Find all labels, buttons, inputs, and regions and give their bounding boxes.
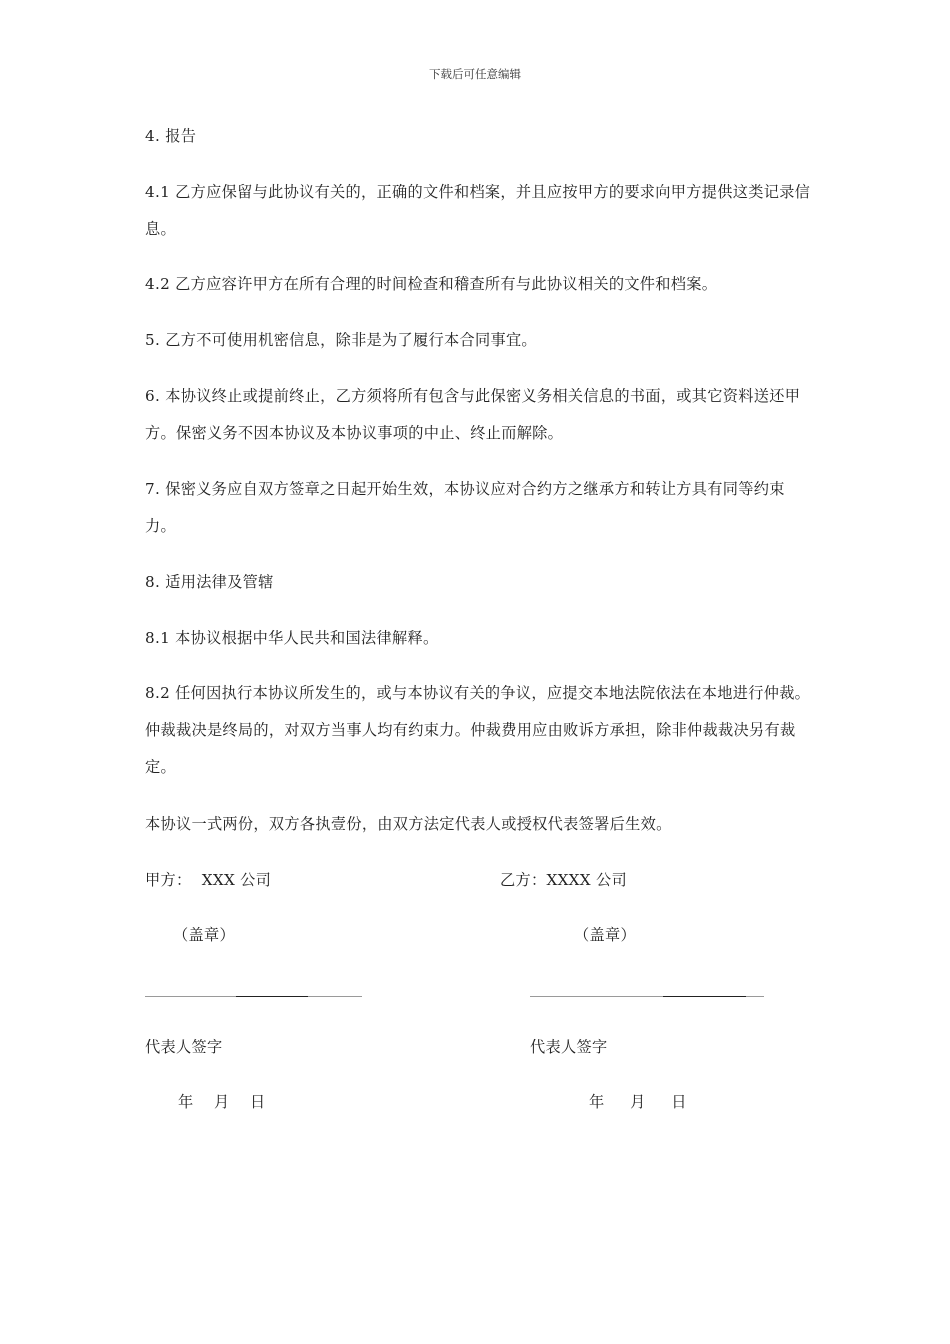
party-b-seal: （盖章） (574, 926, 636, 944)
party-b-representative: 代表人签字 (530, 1038, 608, 1056)
clause-8-1: 8.1 本协议根据中华人民共和国法律解释。 (145, 629, 439, 647)
clause-4-1: 4.1 乙方应保留与此协议有关的，正确的文件和档案，并且应按甲方的要求向甲方提供这类记录信息。 (145, 183, 811, 238)
party-a-seal: （盖章） (173, 926, 235, 944)
clause-4-2: 4.2 乙方应容许甲方在所有合理的时间检查和稽查所有与此协议相关的文件和档案。 (145, 275, 718, 293)
clause-8-2: 8.2 任何因执行本协议所发生的，或与本协议有关的争议，应提交本地法院依法在本地进行仲裁。仲裁裁决是终局的，对双方当事人均有约束力。仲裁费用应由败诉方承担，除非仲裁裁决另有裁定。 (145, 684, 811, 776)
party-a-label: 甲方： XXX 公司 (145, 871, 272, 889)
party-a-date: 年 月 日 (178, 1093, 266, 1111)
section-4-heading: 4. 报告 (145, 127, 197, 145)
section-8-heading: 8. 适用法律及管辖 (145, 573, 274, 591)
page-header: 下载后可任意编辑 (429, 67, 521, 81)
clause-6: 6. 本协议终止或提前终止，乙方须将所有包含与此保密义务相关信息的书面，或其它资料送还甲方。保密义务不因本协议及本协议事项的中止、终止而解除。 (145, 387, 801, 442)
effectiveness-statement: 本协议一式两份，双方各执壹份，由双方法定代表人或授权代表签署后生效。 (145, 815, 672, 833)
party-b-label: 乙方：XXXX 公司 (500, 871, 628, 889)
party-a-representative: 代表人签字 (145, 1038, 223, 1056)
clause-5: 5. 乙方不可使用机密信息，除非是为了履行本合同事宜。 (145, 331, 537, 349)
party-b-date: 年 月 日 (589, 1093, 687, 1111)
clause-7: 7. 保密义务应自双方签章之日起开始生效，本协议应对合约方之继承方和转让方具有同等约束力。 (145, 480, 785, 535)
